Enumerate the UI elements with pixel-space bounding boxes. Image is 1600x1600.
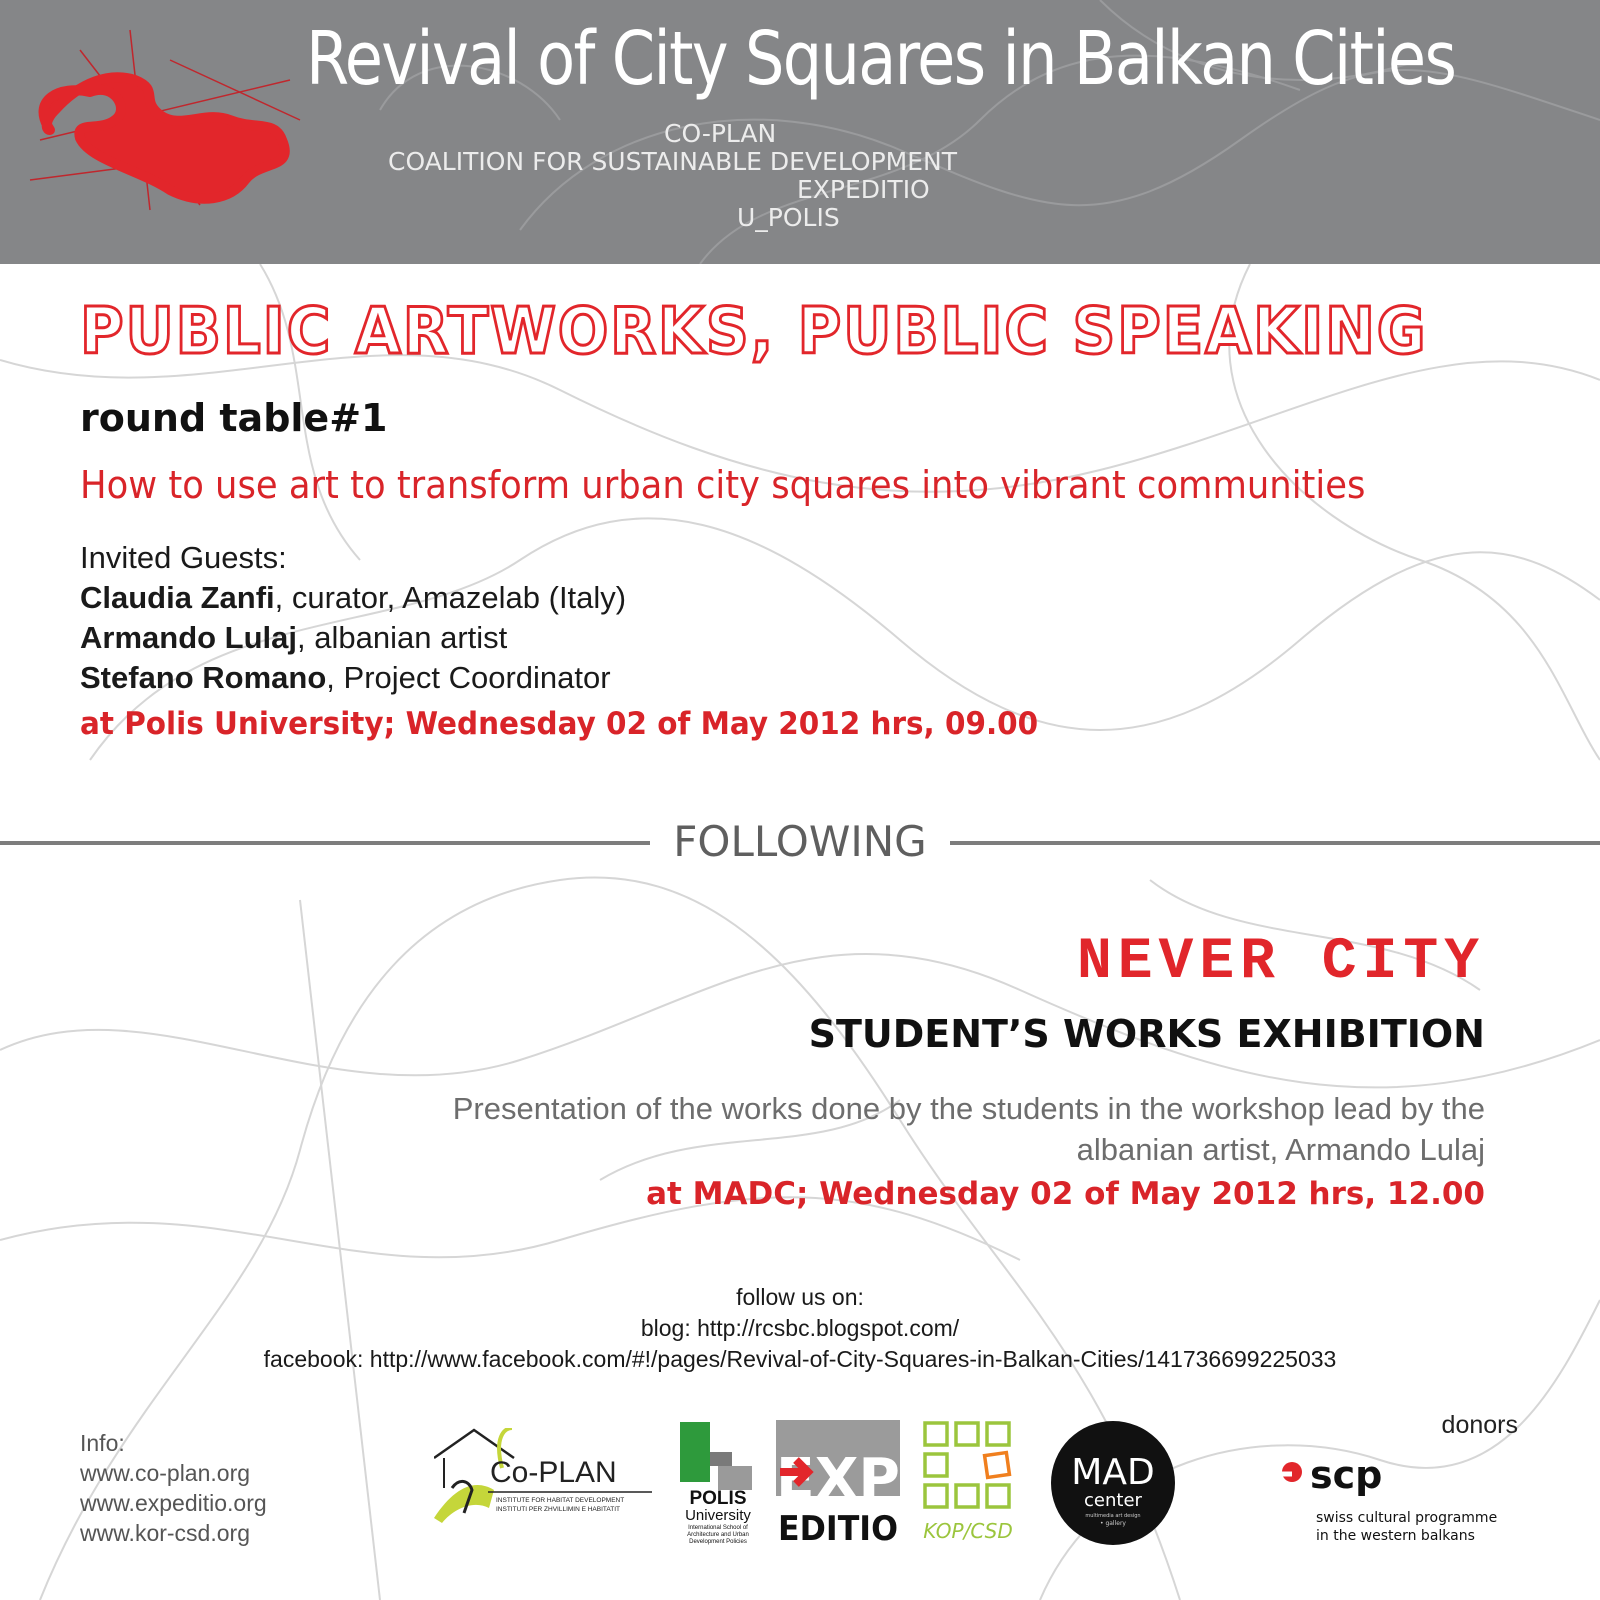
scp-name: scp [1310,1456,1383,1497]
coplan-name: Co-PLAN [490,1456,617,1489]
scp-line1: swiss cultural programme [1316,1510,1498,1526]
coplan-logo [434,1428,654,1528]
org-expeditio: EXPEDITIO [797,175,930,204]
roundtable-label: round table#1 [80,396,388,440]
mad-line2: • gallery [1100,1520,1126,1527]
exhibition-description: Presentation of the works done by the students in the workshop lead by the albanian artist, Armando Lulaj [452,1091,1485,1167]
guest-role: , albanian artist [297,620,508,655]
polis-line3: Development Policies [689,1539,747,1545]
divider-line-left [0,841,650,845]
info-link-expeditio[interactable]: www.expeditio.org [80,1490,267,1516]
blog-link[interactable]: blog: http://rcsbc.blogspot.com/ [640,1315,960,1341]
divider-label: FOLLOWING [673,817,927,866]
expeditio-top: EXP [776,1447,900,1512]
project-title: Revival of City Squares in Balkan Cities [306,16,1456,102]
follow-heading: follow us on: [736,1284,864,1310]
mad-name: MAD [1071,1452,1155,1493]
guests-heading: Invited Guests: [80,540,287,575]
kopcsd-logo [922,1420,1014,1544]
facebook-link[interactable]: facebook: http://www.facebook.com/#!/pages/Revival-of-City-Squares-in-Balkan-Cities/141736699225033 [263,1346,1337,1372]
guest-row [80,618,626,658]
roundtable-headline: PUBLIC ARTWORKS, PUBLIC SPEAKING [80,295,1428,369]
invited-guests [80,538,626,698]
exhibition-title: STUDENT’S WORKS EXHIBITION [808,1012,1485,1056]
roundtable-location-time: at Polis University; Wednesday 02 of May 2012 hrs, 09.00 [80,706,1039,742]
polis-line2: Architecture and Urban [687,1532,749,1538]
polis-logo [678,1420,758,1548]
donors-label: donors [1441,1411,1518,1439]
org-coplan: CO-PLAN [664,119,777,148]
guest-name: Claudia Zanfi [80,580,275,615]
guest-name: Stefano Romano [80,660,327,695]
org-upolis: U_POLIS [737,203,840,232]
coalition-logo [20,20,310,220]
exhibition-name: NEVER CITY [1076,930,1485,995]
mad-line1: multimedia art design [1085,1513,1141,1519]
exhibition-location-time: at MADC; Wednesday 02 of May 2012 hrs, 12.00 [646,1176,1485,1212]
mad-sub: center [1084,1490,1142,1511]
madcenter-logo [1050,1420,1176,1546]
scp-line2: in the western balkans [1316,1528,1475,1544]
org-coalition: COALITION FOR SUSTAINABLE DEVELOPMENT [388,147,957,176]
follow-us-section [0,1282,1600,1375]
coplan-line2: INSTITUTI PER ZHVILLIMIN E HABITATIT [496,1506,620,1513]
info-link-coplan[interactable]: www.co-plan.org [80,1460,251,1486]
polis-name: POLIS [689,1488,747,1509]
info-link-korcsd[interactable]: www.kor-csd.org [80,1520,250,1546]
guest-role: , curator, Amazelab (Italy) [274,580,627,615]
guest-name: Armando Lulaj [80,620,298,655]
info-heading: Info: [80,1430,125,1456]
coplan-line1: INSTITUTE FOR HABITAT DEVELOPMENT [496,1497,625,1504]
scp-logo [1278,1456,1528,1546]
kopcsd-name: KOP/CSD [923,1519,1013,1543]
info-section [80,1428,267,1548]
expeditio-bottom: EDITIO [778,1509,898,1544]
header-banner [0,0,1600,264]
polis-line1: International School of [688,1525,748,1531]
roundtable-subtitle: How to use art to transform urban city squares into vibrant communities [80,463,1366,507]
expeditio-logo [776,1420,900,1544]
guest-row [80,578,626,618]
divider-line-right [950,841,1600,845]
polis-sub: University [685,1507,751,1524]
guest-row [80,658,626,698]
guest-role: , Project Coordinator [326,660,611,695]
